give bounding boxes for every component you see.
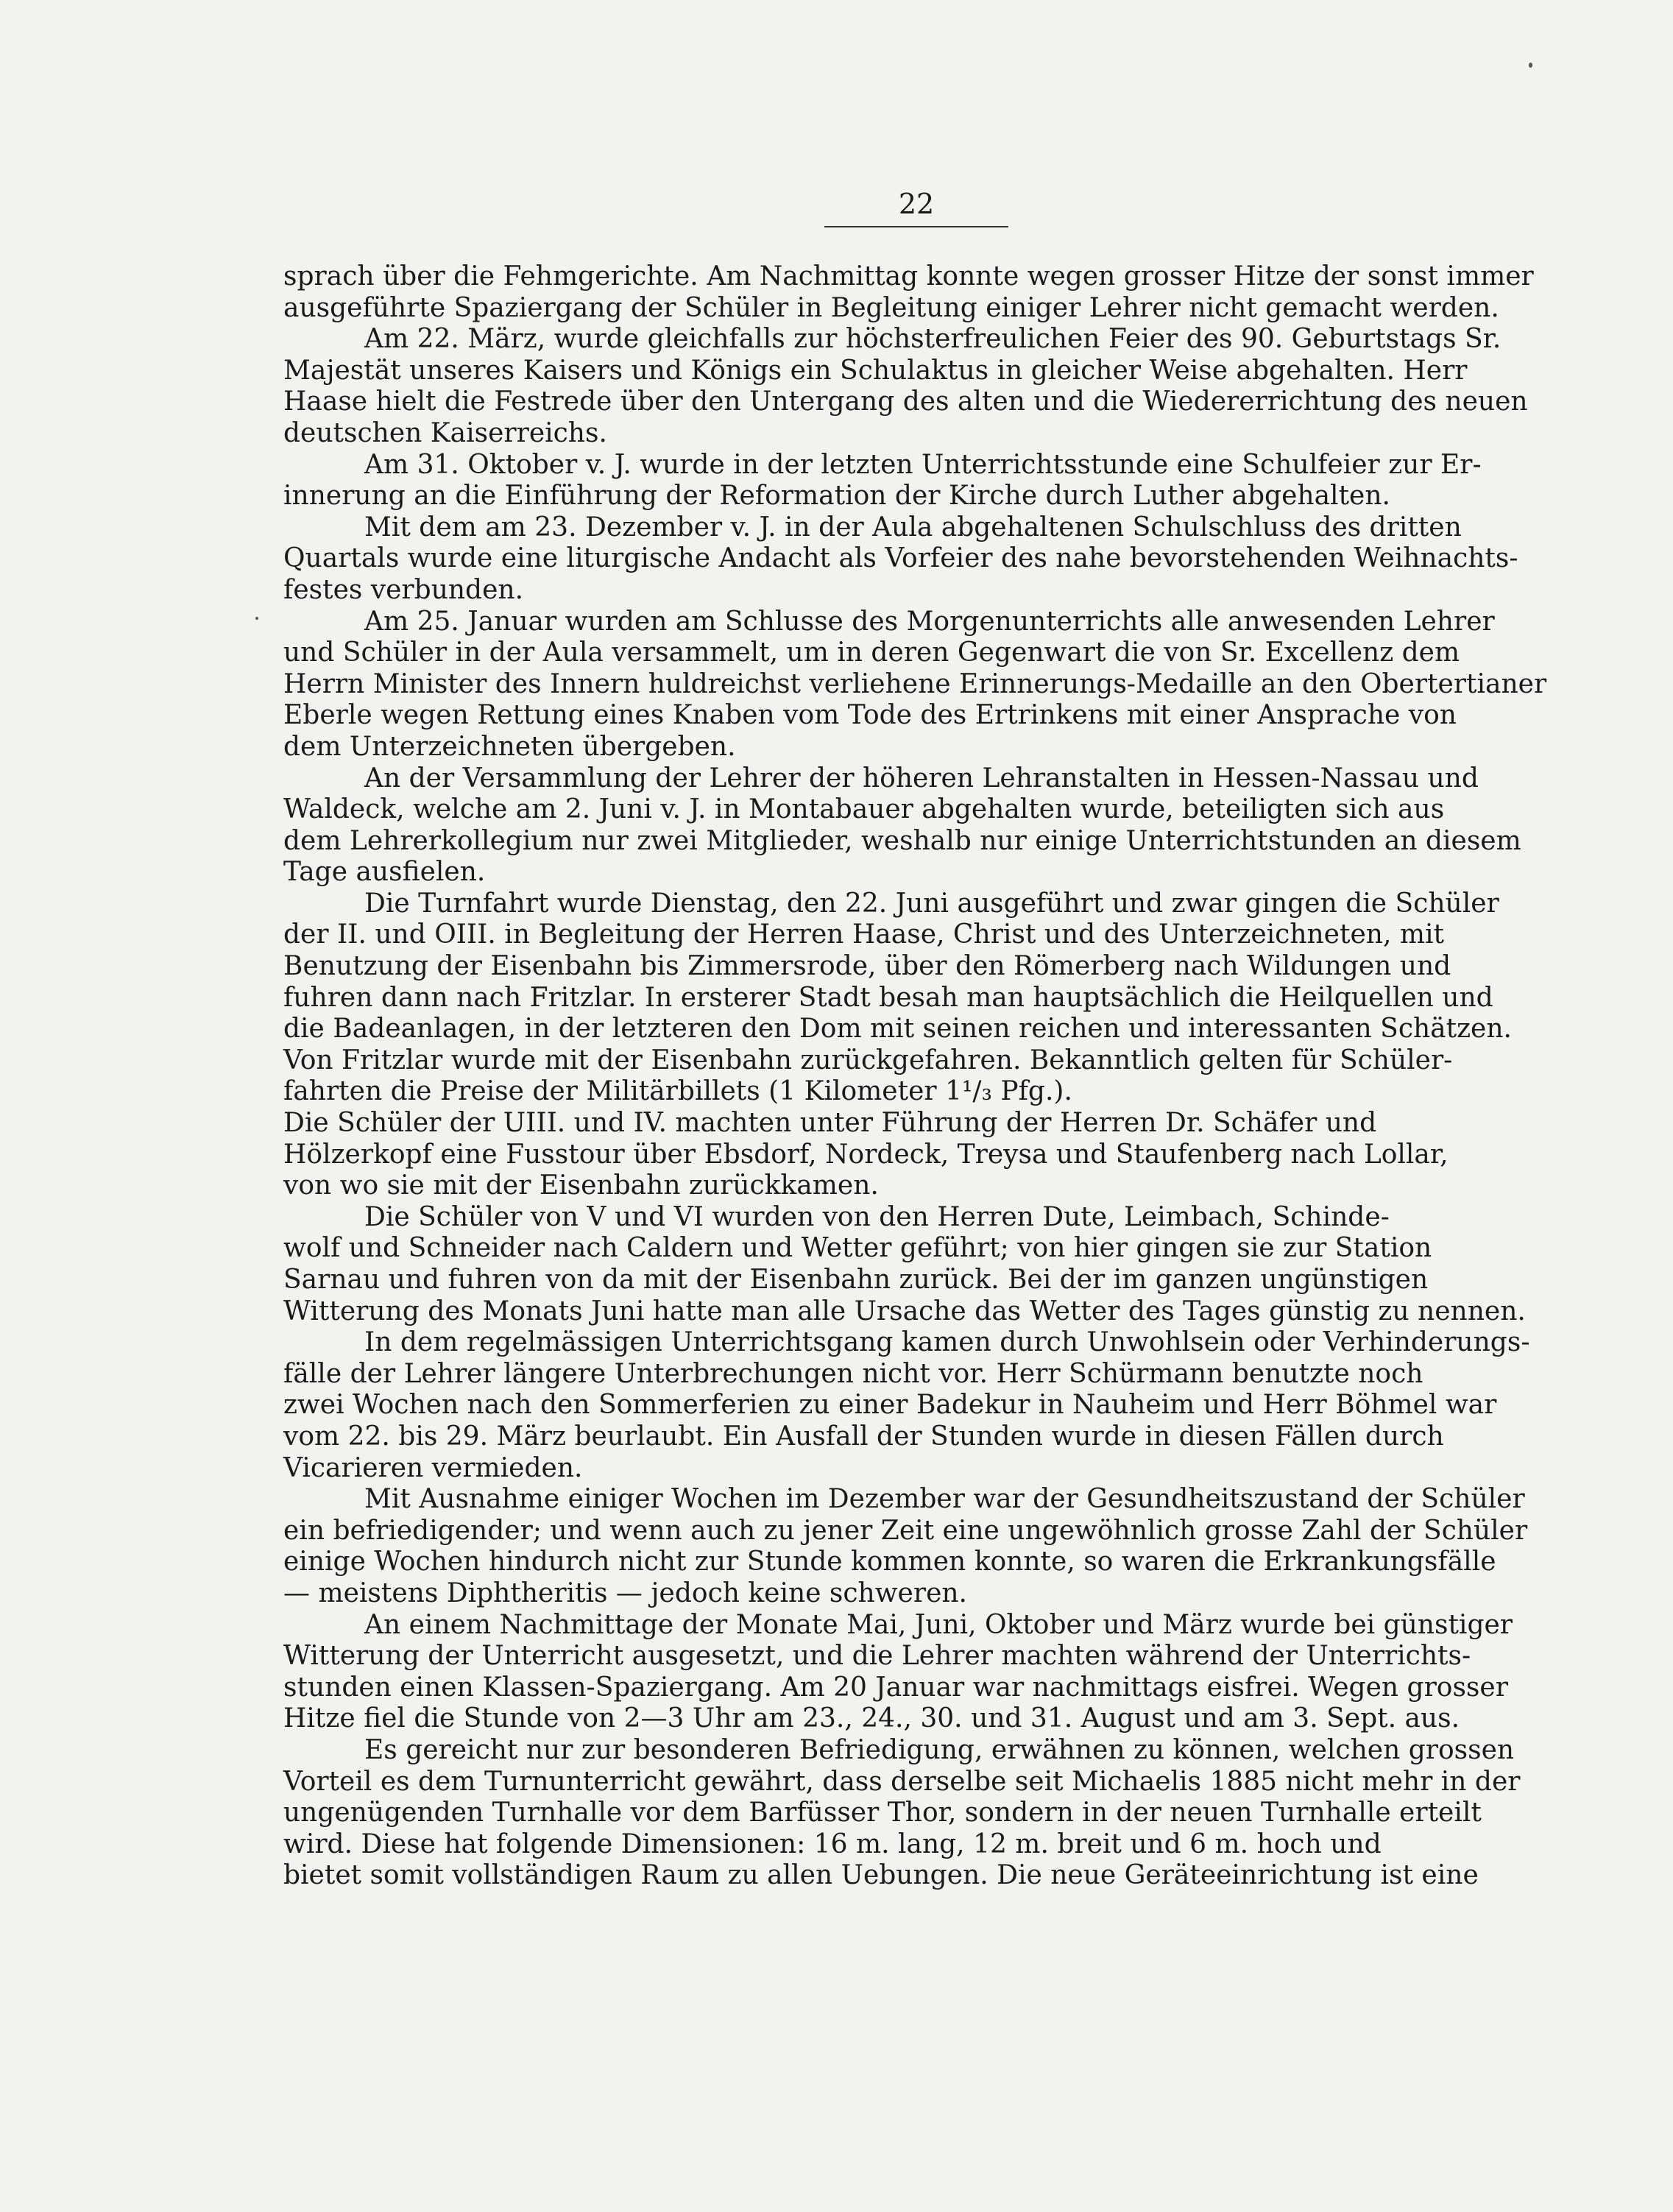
text-line: Witterung des Monats Juni hatte man alle Ursache das Wetter des Tages günstig zu nennen. [283,1296,1526,1326]
header-rule [824,226,1008,227]
text-line: ausgeführte Spaziergang der Schüler in Begleitung einiger Lehrer nicht gemacht werden. [283,292,1499,323]
text-line: Hölzerkopf eine Fusstour über Ebsdorf, Nordeck, Treysa und Staufenberg nach Lollar, [283,1139,1449,1170]
text-line: An einem Nachmittage der Monate Mai, Juni, Oktober und März wurde bei günstiger [364,1609,1513,1640]
text-line: Von Fritzlar wurde mit der Eisenbahn zurückgefahren. Bekanntlich gelten für Schüler- [283,1045,1453,1075]
text-line: und Schüler in der Aula versammelt, um in deren Gegenwart die von Sr. Excellenz dem [283,637,1460,668]
text-line: wolf und Schneider nach Caldern und Wetter geführt; von hier gingen sie zur Station [283,1233,1432,1264]
text-line: zwei Wochen nach den Sommerferien zu einer Badekur in Nauheim und Herr Böhmel war [283,1390,1497,1421]
text-line: deutschen Kaiserreichs. [283,417,607,448]
text-line: Die Schüler von V und VI wurden von den Herren Dute, Leimbach, Schinde- [364,1201,1390,1232]
text-line: Die Schüler der UIII. und IV. machten unter Führung der Herren Dr. Schäfer und [283,1108,1377,1139]
text-line: der II. und OIII. in Begleitung der Herren Haase, Christ und des Unterzeichneten, mit [283,919,1444,950]
text-line: stunden einen Klassen-Spaziergang. Am 20 Januar war nachmittags eisfrei. Wegen grosser [283,1672,1508,1703]
text-line: dem Lehrerkollegium nur zwei Mitglieder, weshalb nur einige Unterrichtstunden an diesem [283,825,1521,856]
text-line: Mit Ausnahme einiger Wochen im Dezember war der Gesundheitszustand der Schüler [364,1484,1525,1515]
text-line: Majestät unseres Kaisers und Königs ein Schulaktus in gleicher Weise abgehalten. Herr [283,355,1468,386]
text-line: bietet somit vollständigen Raum zu allen Uebungen. Die neue Geräteeinrichtung ist eine [283,1860,1479,1891]
text-line: Es gereicht nur zur besonderen Befriedigung, erwähnen zu können, welchen grossen [364,1734,1515,1765]
text-line: — meistens Diphtheritis — jedoch keine schweren. [283,1577,968,1608]
text-line: Mit dem am 23. Dezember v. J. in der Aula abgehaltenen Schulschluss des dritten [364,512,1462,543]
ink-speck [1529,63,1532,68]
text-line: fahrten die Preise der Militärbillets (1 Kilometer 1¹/₃ Pfg.). [283,1076,1072,1107]
text-line: innerung an die Einführung der Reformation der Kirche durch Luther abgehalten. [283,481,1390,512]
text-line: Tage ausfielen. [283,857,486,888]
text-line: Hitze fiel die Stunde von 2—3 Uhr am 23., 24., 30. und 31. August und am 3. Sept. aus. [283,1703,1460,1734]
ink-speck [255,617,258,620]
text-line: Eberle wegen Rettung eines Knaben vom Tode des Ertrinkens mit einer Ansprache von [283,700,1457,731]
text-line: Benutzung der Eisenbahn bis Zimmersrode, über den Römerberg nach Wildungen und [283,951,1451,982]
text-line: Haase hielt die Festrede über den Untergang des alten und die Wiedererrichtung des neuen [283,386,1528,417]
body-text [283,261,1579,1892]
text-line: ungenügenden Turnhalle vor dem Barfüsser Thor, sondern in der neuen Turnhalle erteilt [283,1798,1482,1828]
text-line: Vorteil es dem Turnunterricht gewährt, dass derselbe seit Michaelis 1885 nicht mehr in der [283,1766,1521,1797]
text-line: Vicarieren vermieden. [283,1452,583,1483]
text-line: Sarnau und fuhren von da mit der Eisenbahn zurück. Bei der im ganzen ungünstigen [283,1265,1429,1295]
text-line: fälle der Lehrer längere Unterbrechungen nicht vor. Herr Schürmann benutzte noch [283,1358,1423,1389]
text-line: Herrn Minister des Innern huldreichst verliehene Erinnerungs-Medaille an den Obertertianer [283,668,1547,699]
text-line: von wo sie mit der Eisenbahn zurückkamen. [283,1170,879,1201]
text-line: festes verbunden. [283,574,524,605]
text-line: sprach über die Fehmgerichte. Am Nachmittag konnte wegen grosser Hitze der sonst immer [283,261,1534,291]
text-line: dem Unterzeichneten übergeben. [283,731,736,762]
text-line: Die Turnfahrt wurde Dienstag, den 22. Juni ausgeführt und zwar gingen die Schüler [364,888,1499,919]
text-line: einige Wochen hindurch nicht zur Stunde kommen konnte, so waren die Erkrankungsfälle [283,1547,1496,1577]
text-line: fuhren dann nach Fritzlar. In ersterer Stadt besah man hauptsächlich die Heilquellen und [283,982,1493,1013]
text-line: Witterung der Unterricht ausgesetzt, und die Lehrer machten während der Unterrichts- [283,1641,1471,1672]
text-line: Am 22. März, wurde gleichfalls zur höchsterfreulichen Feier des 90. Geburtstags Sr. [364,324,1502,355]
text-line: Quartals wurde eine liturgische Andacht als Vorfeier des nahe bevorstehenden Weihnachts- [283,543,1518,574]
text-line: Am 25. Januar wurden am Schlusse des Morgenunterrichts alle anwesenden Lehrer [364,606,1495,637]
text-line: ein befriedigender; und wenn auch zu jener Zeit eine ungewöhnlich grosse Zahl der Schüler [283,1515,1528,1546]
page-number: 22 [898,188,935,220]
text-line: vom 22. bis 29. März beurlaubt. Ein Ausfall der Stunden wurde in diesen Fällen durch [283,1421,1444,1452]
text-line: wird. Diese hat folgende Dimensionen: 16 m. lang, 12 m. breit und 6 m. hoch und [283,1828,1382,1859]
text-line: Waldeck, welche am 2. Juni v. J. in Montabauer abgehalten wurde, beteiligten sich aus [283,794,1445,825]
text-line: Am 31. Oktober v. J. wurde in der letzten Unterrichtsstunde eine Schulfeier zur Er- [364,449,1482,480]
text-line: die Badeanlagen, in der letzteren den Dom mit seinen reichen und interessanten Schätzen. [283,1014,1512,1045]
text-line: In dem regelmässigen Unterrichtsgang kamen durch Unwohlsein oder Verhinderungs- [364,1327,1530,1358]
text-line: An der Versammlung der Lehrer der höheren Lehranstalten in Hessen-Nassau und [364,763,1479,794]
